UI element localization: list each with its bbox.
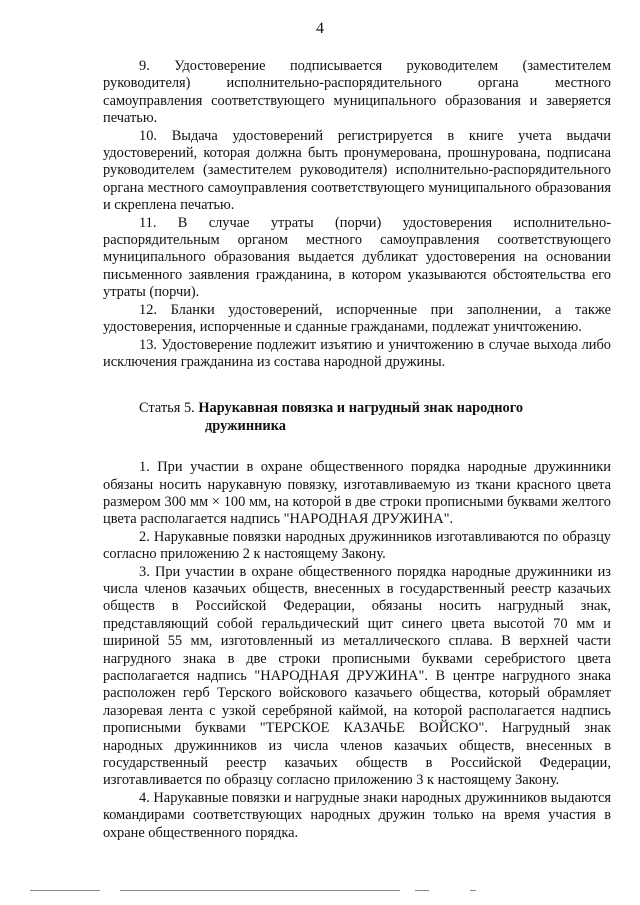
paragraph-13: 13. Удостоверение подлежит изъятию и уничтожению в случае выхода либо исключения гражданина из состава народной дружины. xyxy=(103,336,611,370)
paragraph-12: 12. Бланки удостоверений, испорченные при заполнении, а также удостоверения, испорченные и сданные гражданами, подлежат уничтожению. xyxy=(103,301,611,336)
article-title-line1: Нарукавная повязка и нагрудный знак народного xyxy=(198,400,524,417)
page-number: 4 xyxy=(316,20,324,37)
article-heading xyxy=(103,400,611,435)
paragraph-9: 9. Удостоверение подписывается руководителем (заместителем руководителя) исполнительно-распорядительного органа местного самоуправления соответствующего муниципального образования и заверяется печатью. xyxy=(103,58,611,127)
article-paragraph-3: 3. При участии в охране общественного порядка народные дружинники из числа членов казачьих обществ, внесенных в государственный реестр казачьих обществ в Российской Федерации, обязаны носить нагрудный знак, представляющий собой геральдический щит синего цвета высотой 70 мм и шириной 55 мм, изготовленный из металлического сплава. В верхней части нагрудного знака в две строки прописными буквами серебристого цвета располагается надпись "НАРОДНАЯ ДРУЖИНА". В центре нагрудного знака расположен герб Терского войскового казачьего общества, который обрамляет лазоревая лента с узкой серебряной каймой, на которой располагается надпись прописными буквами "ТЕРСКОЕ КАЗАЧЬЕ ВОЙСКО". Нагрудный знак народных дружинников из числа членов казачьих обществ, внесенных в государственный реестр казачьих обществ в Российской Федерации, изготавливается по образцу согласно приложению 3 к настоящему Закону. xyxy=(103,563,611,789)
article-paragraph-1: 1. При участии в охране общественного порядка народные дружинники обязаны носить нарукавную повязку, изготавливаемую из ткани красного цвета размером 300 мм × 100 мм, на которой в две строки прописными буквами желтого цвета располагается надпись "НАРОДНАЯ ДРУЖИНА". xyxy=(103,459,611,528)
article-title-line2: дружинника xyxy=(205,417,286,434)
scan-edge-artifact xyxy=(0,890,640,892)
paragraph-10: 10. Выдача удостоверений регистрируется в книге учета выдачи удостоверений, которая должна быть пронумерована, прошнурована, подписана руководителем (заместителем руководителя) исполнительно-распорядительного органа местного самоуправления соответствующего муниципального образования и скреплена печатью. xyxy=(103,127,611,214)
article-paragraph-2: 2. Нарукавные повязки народных дружинников изготавливаются по образцу согласно приложению 2 к настоящему Закону. xyxy=(103,528,611,563)
document-body xyxy=(103,58,611,842)
article-number: Статья 5. xyxy=(139,400,195,417)
paragraph-11: 11. В случае утраты (порчи) удостоверения исполнительно-распорядительным органом местного самоуправления соответствующего муниципального образования выдается дубликат удостоверения на основании письменного заявления гражданина, в котором указываются обстоятельства его утраты (порчи). xyxy=(103,214,611,301)
article-paragraph-4: 4. Нарукавные повязки и нагрудные знаки народных дружинников выдаются командирами соответствующих народных дружин только на время участия в охране общественного порядка. xyxy=(103,789,611,841)
